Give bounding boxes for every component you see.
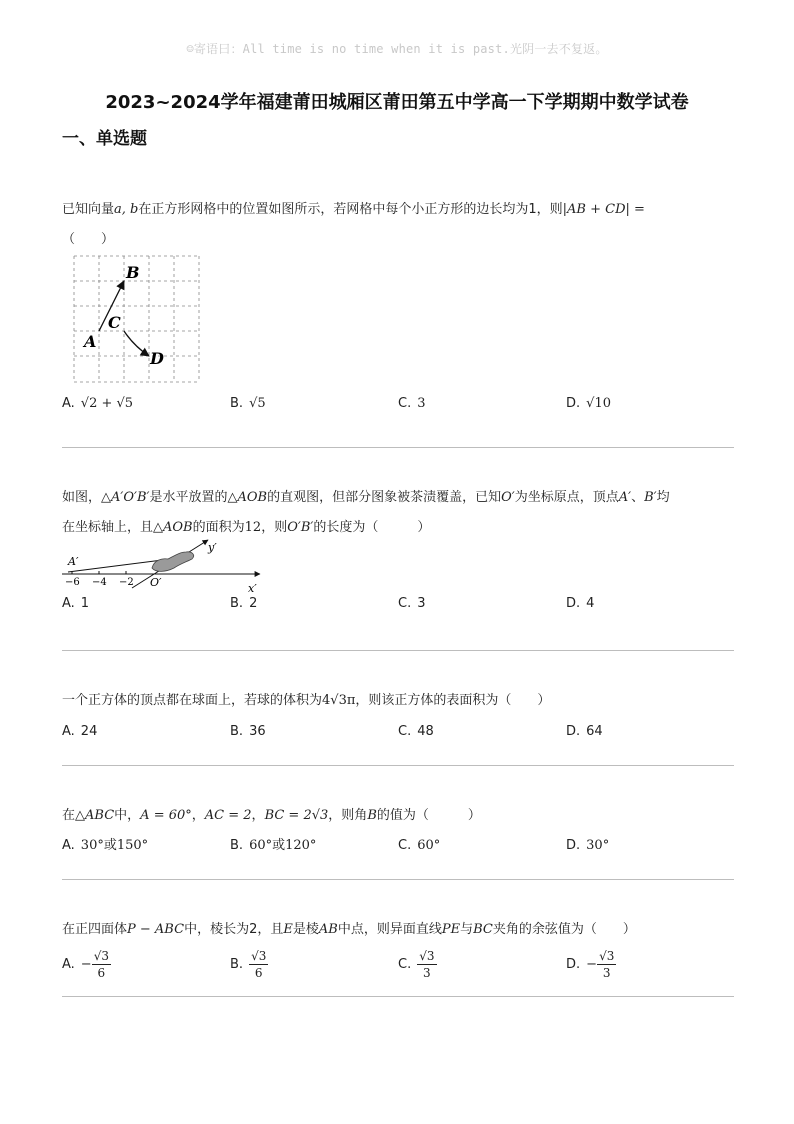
option-d[interactable]: D. √10 (566, 396, 611, 411)
point-label-c: C (108, 313, 121, 332)
watermark: ☺寄语曰：All time is no time when it is past.光阴一去不复返。 (186, 42, 608, 56)
option-b[interactable]: B. √5 (230, 396, 266, 411)
vector-cd (124, 331, 149, 356)
question-4 (62, 806, 734, 858)
fraction: $\frac{√3}{6}$ (251, 949, 267, 980)
option-d[interactable]: D. − $\frac{√3}{3}$ (566, 949, 615, 980)
oblique-axis-figure (62, 538, 272, 594)
page-title: 2023~2024学年福建莆田城厢区莆田第五中学高一下学期期中数学试卷 (105, 92, 689, 113)
question-3-stem: 一个正方体的顶点都在球面上，若球的体积为4√3π，则该正方体的表面积为（ ） (62, 693, 551, 708)
option-a[interactable]: A. 30°或150° (62, 838, 149, 853)
divider (62, 447, 734, 448)
option-a[interactable]: A. 24 (62, 724, 98, 739)
fraction: $\frac{√3}{3}$ (599, 949, 615, 980)
option-b[interactable]: B. $\frac{√3}{6}$ (230, 949, 267, 980)
label-a-prime: A′ (68, 555, 79, 568)
question-3-options (62, 722, 734, 744)
label-o-prime: O′ (150, 576, 162, 589)
divider (62, 879, 734, 880)
question-1-options (62, 394, 734, 416)
label-y-prime: y′ (208, 541, 217, 554)
question-4-options (62, 836, 734, 858)
option-d[interactable]: D. 64 (566, 724, 603, 739)
tick-label: −4 (92, 577, 107, 588)
option-d[interactable]: D. 30° (566, 838, 610, 853)
divider (62, 765, 734, 766)
fraction: $\frac{√3}{6}$ (93, 949, 109, 980)
vector-grid-figure (62, 254, 212, 388)
option-a[interactable]: A. 1 (62, 596, 90, 611)
point-label-b: B (126, 263, 140, 282)
question-5 (62, 920, 734, 984)
question-4-stem: 在△ABC中，A = 60°，AC = 2，BC = 2√3，则角B的值为（ ） (62, 808, 481, 823)
option-b[interactable]: B. 36 (230, 724, 266, 739)
tick-label: −2 (119, 577, 134, 588)
section-heading: 一、单选题 (62, 129, 147, 149)
option-a[interactable]: A. − $\frac{√3}{6}$ (62, 949, 109, 980)
divider (62, 996, 734, 997)
option-c[interactable]: C. 3 (398, 396, 426, 411)
fraction: $\frac{√3}{3}$ (419, 949, 435, 980)
question-2 (62, 488, 734, 616)
question-1-stem: 已知向量a, b在正方形网格中的位置如图所示，若网格中每个小正方形的边长均为1，则|AB + CD| = (62, 202, 645, 217)
question-2-stem: 如图，△A′O′B′是水平放置的△AOB的直观图，但部分图象被茶渍覆盖，已知O′为坐标原点，顶点A′、B′均 (62, 490, 670, 505)
tea-stain (152, 552, 194, 572)
question-2-options (62, 594, 734, 616)
question-2-stem-line2: 在坐标轴上，且△AOB的面积为12，则O′B′的长度为（ ） (62, 520, 431, 535)
question-1-paren: （ ） (62, 232, 115, 247)
option-b[interactable]: B. 60°或120° (230, 838, 317, 853)
option-b[interactable]: B. 2 (230, 596, 258, 611)
question-3 (62, 691, 734, 744)
point-label-a: A (84, 332, 97, 351)
label-x-prime: x′ (248, 582, 257, 594)
question-5-stem: 在正四面体P − ABC中，棱长为2，且E是棱AB中点，则异面直线PE与BC夹角的余弦值为（ ） (62, 922, 636, 937)
option-c[interactable]: C. 60° (398, 838, 441, 853)
question-1 (62, 200, 734, 416)
option-c[interactable]: C. 3 (398, 596, 426, 611)
option-c[interactable]: C. 48 (398, 724, 434, 739)
option-a[interactable]: A. √2 + √5 (62, 396, 134, 411)
divider (62, 650, 734, 651)
option-d[interactable]: D. 4 (566, 596, 595, 611)
question-5-options (62, 944, 734, 984)
tick-label: −6 (65, 577, 80, 588)
point-label-d: D (150, 349, 164, 368)
option-c[interactable]: C. $\frac{√3}{3}$ (398, 949, 435, 980)
